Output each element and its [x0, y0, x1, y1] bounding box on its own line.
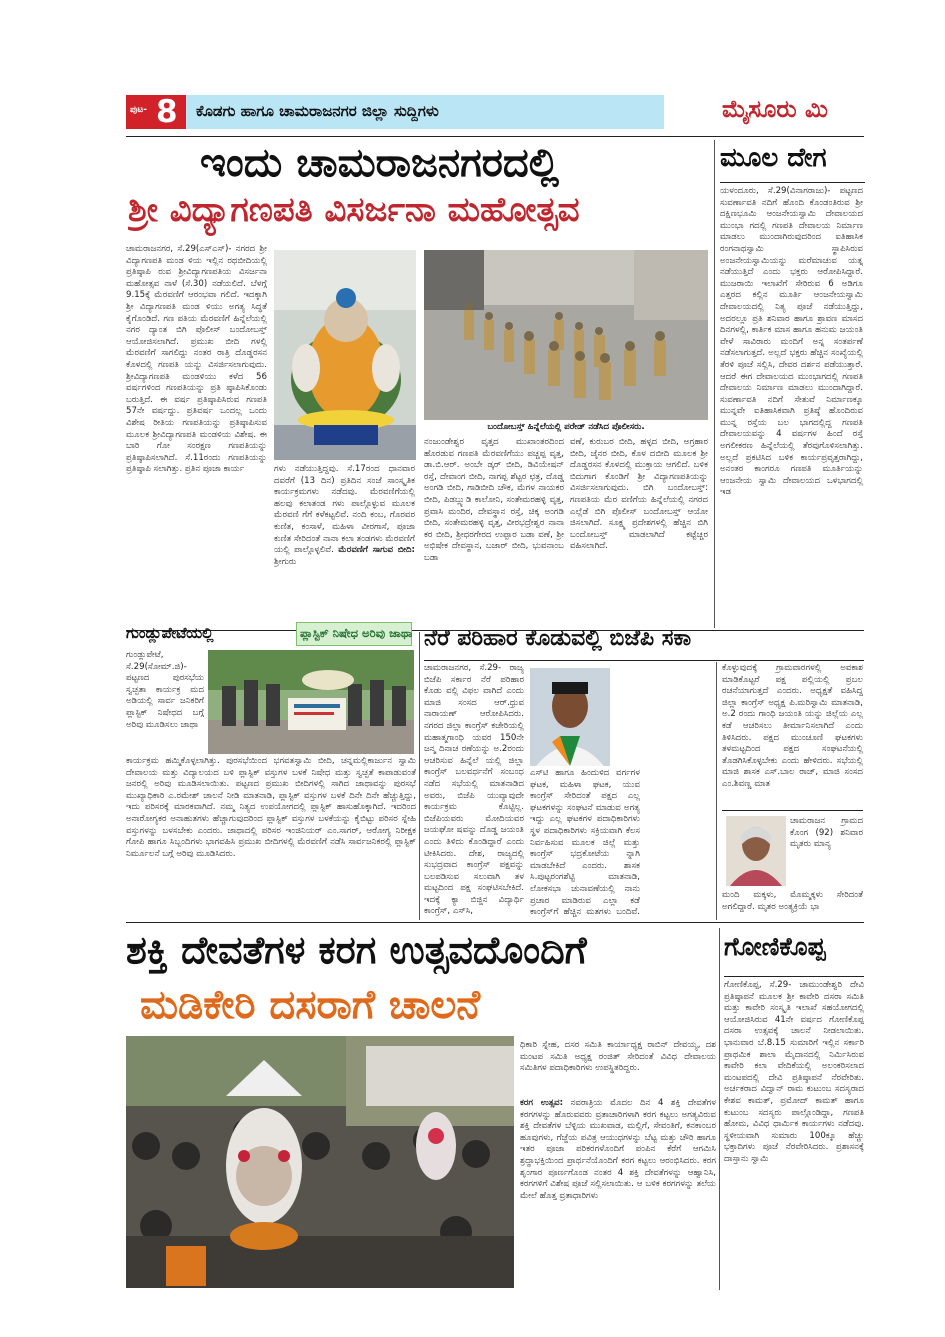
dasara-body — [520, 1098, 716, 1288]
paper-logo: ಮೈಸೂರು ಮಿ — [722, 95, 828, 123]
dasara-intro: ಧಿಕಾರಿ ಸ್ನೇಹ, ದಸರ ಸಮಿತಿ ಕಾರ್ಯಾಧ್ಯಕ್ಷ ರಾಬಿನ್ ದೇವಯ್ಯ, ದಶ ಮಂಟಪ ಸಮಿತಿ ಅಧ್ಯಕ್ಷ ರಂಜಿತ್ ಸೇರಿದಂತೆ ವಿವಿಧ ದೇವಾಲಯ ಸಮಿತಿಗಳ ಪದಾಧಿಕಾರಿಗಳು ಉಪಸ್ಥಿತರಿದ್ದರು. — [520, 1040, 716, 1074]
plastic-headline-a: ಗುಂಡ್ಲುಪೇಟೆಯಲ್ಲಿ — [126, 624, 214, 642]
obituary-text-bottom: ಮಂದಿ ಮಕ್ಕಳು, ಮೊಮ್ಮಕ್ಕಳು ಸೇರಿದಂತೆ ಅಗಲಿದ್ದಾರೆ. ಮೃತರ ಅಂತ್ಯಕ್ರಿಯೆ ಭಾ — [722, 890, 863, 912]
karaga-procession-photo — [126, 1036, 514, 1288]
gonikoppa-text: ಗೋಣಿಕೊಪ್ಪ, ಸೆ.29- ಚಾಮುಂಡೇಶ್ವರಿ ದೇವಿ ಪ್ರತಿಷ್ಠಾಪನೆ ಮೂಲಕ ಶ್ರೀ ಕಾವೇರಿ ದಸರಾ ಸಮಿತಿ ಮತ್ತು ಕಾವೇರಿ ಸಂಸ್ಕೃತಿ ಇಲಾಖೆ ಸಹಯೋಗದಲ್ಲಿ ಆಯೋಜಿಸಿರುವ 41ನೇ ವರ್ಷದ ಗೋಣಿಕೊಪ್ಪ ದಸರಾ ಉತ್ಸವಕ್ಕೆ ಚಾಲನೆ ನೀಡಲಾಯಿತು. ಭಾನುವಾರ ಬೆ.8.15 ಸುಮಾರಿಗೆ ಇಲ್ಲಿನ ಸರ್ಕಾರಿ ಪ್ರಾಥಮಿಕ ಶಾಲಾ ಮೈದಾನದಲ್ಲಿ ನಿರ್ಮಿಸಿರುವ ಕಾವೇರಿ ಕಲಾ ವೇದಿಕೆಯಲ್ಲಿ ಅಲಂಕರಿಸಲಾದ ಮಂಟಪದಲ್ಲಿ ದೇವಿ ಪ್ರತಿಷ್ಠಾಪನೆ ನೆರವೇರಿತು. ಅರ್ಚಕರಾದ ವಿದ್ವಾನ್ ರಾಮ ಕುಟುಂಬ ಸದಸ್ಯರಾದ ಕೇಶವ ಕಾಮತ್, ಪ್ರಮೋದ್ ಕಾಮತ್ ಹಾಗೂ ಕುಟುಂಬ ಸದಸ್ಯರು ಪಾಲ್ಗೊಂಡಿದ್ದಾ, ಗಣಪತಿ ಹೋಮ, ವಿವಿಧ ಧಾರ್ಮಿಕ ಕಾರ್ಯಗಳು ನಡೆದವು. ಸ್ಥಳೀಯವಾಗಿ ಸುಮಾರು 100ಕ್ಕೂ ಹೆಚ್ಚು ಭಕ್ತಾದಿಗಳು ಪೂಜೆ ನೆರವೇರಿಸಿದರು. ಪ್ರಶಾಸನಕ್ಕೆ ದಾಸ್ತಾನು ಸ್ವಾಮಿ — [724, 980, 864, 1164]
plastic-body: ಕಾರ್ಯಕ್ರಮ ಹಮ್ಮಿಕೊಳ್ಳಲಾಗಿತ್ತು. ಪುರಸಭೆಯಿಂದ ಭಗವತಸ್ವಾಮಿ ಬೀದಿ, ಚನ್ನಮಲ್ಲಿಕಾರ್ಜುನ ಸ್ವಾಮಿ ದೇವಾಲಯ ಮತ್ತು ವಿದ್ಯಾಲಯದ ಬಳಿ ಪ್ಲಾಸ್ಟಿಕ್ ವಸ್ತುಗಳ ಬಳಕೆ ನಿಷೇಧ ಮತ್ತು ಸ್ವಚ್ಛತೆ ಕಾಪಾಡುವಂತೆ ಜನರಲ್ಲಿ ಅರಿವು ಮೂಡಿಸಲಾಯಿತು. ಪಟ್ಟಣದ ಪ್ರಮುಖ ಬೀದಿಗಳಲ್ಲಿ ಸಾಗಿದ ಜಾಥಾವನ್ನು ಪುರಸಭೆ ಮುಖ್ಯಾಧಿಕಾರಿ ಎ.ರಮೇಶ್ ಚಾಲನೆ ನೀಡಿ ಮಾತನಾಡಿ, ಪ್ಲಾಸ್ಟಿಕ್ ವಸ್ತುಗಳ ಬಳಕೆ ದಿನೇ ದಿನೇ ಹೆಚ್ಚುತ್ತಿದ್ದು, ಇದು ಪರಿಸರಕ್ಕೆ ಮಾರಕವಾಗಿದೆ. ನಮ್ಮ ನಿತ್ಯದ ಉಪಯೋಗದಲ್ಲಿ ಪ್ಲಾಸ್ಟಿಕ್ ಹಾಸುಹೊಕ್ಕಾಗಿದೆ. ಇದರಿಂದ ಅನಾರೋಗ್ಯಕರ ಅನಾಹುತಗಳು ಹೆಚ್ಚಾಗುವುದರಿಂದ ಪ್ಲಾಸ್ಟಿಕ್ ವಸ್ತುಗಳ ಬಳಕೆಯನ್ನು ಕೈಬಿಟ್ಟು ಪರಿಸರ ಸ್ನೇಹಿ ವಸ್ತುಗಳನ್ನು ಬಳಸಬೇಕು ಎಂದರು. ಜಾಥಾದಲ್ಲಿ ಪರಿಸರ ಇಂಜಿನಿಯರ್ ಎಂ.ಸಾಗರ್, ಆರೋಗ್ಯ ನಿರೀಕ್ಷಕ ಗೋಪಿ ಹಾಗೂ ಸಿಬ್ಬಂದಿಗಳು ಭಾಗವಹಿಸಿ ಪ್ರಮುಖ ಬೀದಿಗಳಲ್ಲಿ ಮೆರವಣಿಗೆ ನಡೆಸಿ ಸಾರ್ವಜನಿಕರಲ್ಲಿ ಪ್ಲಾಸ್ಟಿಕ್ ನಿರ್ಮೂಲನೆ ಬಗ್ಗೆ ಅರಿವು ಮೂಡಿಸಿದರು. — [126, 756, 416, 859]
dasara-body-text: ನವರಾತ್ರಿಯ ಮೊದಲ ದಿನ 4 ಶಕ್ತಿ ದೇವತೆಗಳ ಕರಗಗಳನ್ನು ಹೊರುವವರು ವ್ರತಾಚಾರಿಗಳಾಗಿ ಕರಗ ಕಟ್ಟಲು ಅಗತ್ಯವಿರುವ ಶಕ್ತಿ ದೇವತೆಗಳ ಬೆಳ್ಳಿಯ ಮುಖವಾಡ, ಮಲ್ಲಿಗೆ, ಸೇವಂತಿಗೆ, ಕನಕಾಂಬರ ಹೂವುಗಳು, ಗೆಜ್ಜೆಯ ಪವಿತ್ರ ಆಯುಧಗಳನ್ನು ಬೆಟ್ಟ ಮತ್ತು ಚೌರಿ ಹಾಗೂ ಇತರ ಪೂಜಾ ಪರಿಕರಗಳೊಂದಿಗೆ ಪಂಪಿನ ಕೆರೆಗೆ ಆಗಮಿಸಿ ಶ್ರದ್ಧಾಭಕ್ತಿಯಿಂದ ಪ್ರಾರ್ಥನೆಯೊಂದಿಗೆ ಕರಗ ಕಟ್ಟಲು ಆರಂಭಿಸಿದರು. ಕರಗ ಶೃಂಗಾರ ಪೂರ್ಣಗೊಂಡ ನಂತರ 4 ಶಕ್ತಿ ದೇವತೆಗಳನ್ನು ಆಹ್ವಾನಿಸಿ, ಕರಗಗಳಿಗೆ ವಿಶೇಷ ಪೂಜೆ ಸಲ್ಲಿಸಲಾಯಿತು. ಆ ಬಳಿಕ ಕರಗಗಳನ್ನು ತಲೆಯ ಮೇಲೆ ಹೊತ್ತ ವ್ರತಾಧಾರಿಗಳು — [520, 1098, 716, 1201]
page-number: 8 — [156, 94, 178, 130]
dasara-headline-1: ಶಕ್ತಿ ದೇವತೆಗಳ ಕರಗ ಉತ್ಸವದೊಂದಿಗೆ — [126, 928, 587, 972]
bjp-rule — [424, 660, 864, 661]
obituary-rule — [722, 810, 863, 811]
gonikoppa-headline: ಗೋಣಿಕೊಪ್ಪ — [724, 932, 826, 961]
section-title: ಕೊಡಗು ಹಾಗೂ ಚಾಮರಾಜನಗರ ಜಿಲ್ಲಾ ಸುದ್ದಿಗಳು — [196, 102, 439, 120]
story1-col4: ವಣೆ, ಕುರುಬರ ಬೀದಿ, ಹಳ್ಳದ ಬೀದಿ, ಅಗ್ರಹಾರ ಬೀದಿ, ಜೈನರ ಬೀದಿ, ಕೊಳ ದಬೀದಿ ಮೂಲಕ ಶ್ರೀ ದೊಡ್ಡರಸನ ಕೊಳದಲ್ಲಿ ಮುಕ್ತಾಯ ಆಗಲಿದೆ. ಬಳಿಕ ಬಿದುಗಾಗ ಕೊಂಡಿಗೆ ಶ್ರೀ ವಿದ್ಯಾಗಣಪತಿಯನ್ನು ವಿಸರ್ಜಿಸಲಾಗುವುದು. ಬಿಗಿ ಬಂದೋಬಸ್ತ್: ಗಣಪತಿಯ ಮೆರ ವಣಿಗೆಯ ಹಿನ್ನೆಲೆಯಲ್ಲಿ ನಗರದ ಎಲ್ಲೆಡೆ ಬಿಗಿ ಪೊಲೀಸ್ ಬಂದೋಬಸ್ತ್ ಆಯೋ ಜಿಸಲಾಗಿದೆ. ಸೂಕ್ಷ್ಮ ಪ್ರದೇಶಗಳಲ್ಲಿ ಹೆಚ್ಚಿನ ಬಿಗಿ ಬಂದೋಬಸ್ತ್ ಮಾಡಲಾಗಿದೆ ಕಟ್ಟೆಚ್ಚರ ವಹಿಸಲಾಗಿದೆ. — [570, 437, 708, 552]
story1-col2-subhead: ಮೆರವಣಿಗೆ ಸಾಗುವ ಬೀದಿ: — [338, 545, 415, 556]
column-divider-3 — [716, 662, 717, 920]
plastic-headline-b: ಪ್ಲಾಸ್ಟಿಕ್ ನಿಷೇಧ ಅರಿವು ಜಾಥಾ — [300, 626, 412, 640]
moola-headline: ಮೂಲ ದೇಗ — [720, 143, 827, 173]
story1-col2-subtext: ಶ್ರೀಗುರು — [274, 556, 297, 567]
page-number-badge — [126, 95, 186, 129]
plastic-rally-photo — [208, 650, 414, 754]
bjp-headline: ನೆರೆ ಪರಿಹಾರ ಕೊಡುವಲ್ಲಿ ಬಿಜೆಪಿ ಸಕಾ — [424, 626, 692, 651]
story1-col2-text: ಗಳು ನಡೆಯುತ್ತಿದ್ದವು. ಸೆ.17ರಂದ ಧಾನವಾರ ದವರೆಗೆ (13 ದಿನ) ಪ್ರತಿದಿನ ಸಂಜೆ ಸಾಂಸ್ಕೃತಿಕ ಕಾರ್ಯಕ್ರಮಗಳು ನಡೆದವು. ಮೆರವಣಿಗೆಯಲ್ಲಿ ಹಲವು ಕಲಾತಂಡ ಗಳು ಪಾಲ್ಗೊಳ್ಳುವ ಮೂಲಕ ಮೆರವಣಿ ಗೆಗೆ ಕಳೆಕಟ್ಟಲಿವೆ. ನಂದಿ ಕಂಬ, ಗೊರವರ ಕುಣಿತ, ಕಂಸಾಳೆ, ಮಹಿಳಾ ವೀರಗಾಸೆ, ಪೂಜಾ ಕುಣಿತ ಸೇರಿದಂತೆ ನಾನಾ ಕಲಾ ತಂಡಗಳು ಮೆರವಣಿಗೆ ಯಲ್ಲಿ ಪಾಲ್ಗೊಳ್ಳಲಿವೆ. — [274, 464, 415, 556]
ganesha-photo — [274, 250, 416, 460]
plastic-lead: ಗುಂಡ್ಲುಪೇಟೆ, ಸೆ.29(ಸೋಮ್.ಜಿ)- ಪಟ್ಟಣದ ಪುರಸಭೆಯ ಸ್ವಚ್ಛತಾ ಕಾರ್ಯಕ್ರ ಮದ ಅಡಿಯಲ್ಲಿ ಸಾರ್ವ ಜನಿಕರಿಗೆ ಪ್ಲಾಸ್ಟಿಕ್ ನಿಷೇಧದ ಬಗ್ಗೆ ಅರಿವು ಮೂಡಿಸಲು ಜಾಥಾ — [126, 650, 204, 730]
story1-col2 — [274, 464, 415, 628]
story1-headline-2: ಶ್ರೀ ವಿದ್ಯಾಗಣಪತಿ ವಿಸರ್ಜನಾ ಮಹೋತ್ಸವ — [128, 190, 580, 230]
obituary-text-right: ಚಾಮರಾಜನ ಗ್ರಾಮದ ಕೊಂಗ (92) ಶನಿವಾರ ಮೃತರು ಮಾನ್ಯ — [790, 816, 863, 850]
story1-col1: ಚಾಮರಾಜನಗರ, ಸೆ.29(ಎಸ್‌ಎಸ್)- ನಗರದ ಶ್ರೀ ವಿದ್ಯಾಗಣಪತಿ ಮಂಡ ಳಿಯ ಇಲ್ಲಿನ ರಥಬೀದಿಯಲ್ಲಿ ಪ್ರತಿಷ್ಠಾಪಿ ರುವ ಶ್ರೀವಿದ್ಯಾಗಣಪತಿಯ ವಿಸರ್ಜನಾ ಮಹೋತ್ಸವ ನಾಳೆ (ಸೆ.30) ನಡೆಯಲಿದೆ. ಬೆಳಗ್ಗೆ 9.15ಕ್ಕೆ ಮೆರವಣಿಗೆ ಆರಂಭವಾ ಗಲಿದೆ. ಇದಕ್ಕಾಗಿ ಶ್ರೀ ವಿದ್ಯಾಗಣಪತಿ ಮಂಡ ಳಿಯು ಅಗತ್ಯ ಸಿದ್ಧತೆ ಕೈಗೊಂಡಿದೆ. ಗಣ ಪತಿಯ ಮೆರವಣಿಗೆ ಹಿನ್ನೆಲೆಯಲ್ಲಿ ನಗರ ದ್ಯಾಂತ ಬಿಗಿ ಪೊಲೀಸ್ ಬಂದೋಬಸ್ತ್ ಆಯೋಜಿಸಲಾಗಿದೆ. ಪ್ರಮುಖ ಬೀದಿ ಗಳಲ್ಲಿ ಮೆರವಣಿಗೆ ಸಾಗಲಿದ್ದು ನಂತರ ರಾತ್ರಿ ದೊಡ್ಡರಸನ ಕೊಳದಲ್ಲಿ ಗಣಪತಿ ಯನ್ನು ವಿಸರ್ಜಿಸಲಾಗುವುದು. ಶ್ರೀವಿದ್ಯಾಗಣಪತಿ ಮಂಡಳಿಯು ಕಳೆದ 56 ವರ್ಷಗಳಿಂದ ಗಣಪತಿಯನ್ನು ಪ್ರತಿ ಷ್ಠಾಪಿಸಿಕೊಂಡು ಬರುತ್ತಿದೆ. ಈ ವರ್ಷ ಪ್ರತಿಷ್ಠಾಪಿಸಿರುವ ಗಣಪತಿ 57ನೇ ವರ್ಷದ್ದು. ಪ್ರತಿವರ್ಷ ಒಂದಲ್ಲ ಒಂದು ವಿಶೇಷ ರೀತಿಯ ಗಣಪತಿಯನ್ನು ಪ್ರತಿಷ್ಠಾಪಿಸುವ ಮೂಲಕ ಶ್ರೀವಿದ್ಯಾಗಣಪತಿ ಮಂಡಳಿಯ ವಿಶೇಷ. ಈ ಬಾರಿ ಗೋ ಸಂರಕ್ಷಣ ಗಣಪತಿಯನ್ನು ಪ್ರತಿಷ್ಠಾಪಿಸಲಾಗಿದೆ. ಸೆ.11ರಂದು ಗಣಪತಿಯನ್ನು ಪ್ರತಿಷ್ಠಾಪಿ ಸಲಾಗಿತ್ತು. ಪ್ರತಿನ ಪೂಜಾ ಕಾರ್ಯ — [126, 244, 267, 475]
moola-rule — [720, 182, 865, 183]
dasara-headline-2: ಮಡಿಕೇರಿ ದಸರಾಗೆ ಚಾಲನೆ — [140, 982, 481, 1028]
bjp-col1: ಚಾಮರಾಜನಗರ, ಸೆ.29- ರಾಜ್ಯ ಬಿಜೆಪಿ ಸರ್ಕಾರ ನೆರೆ ಪರಿಹಾರ ಕೊಡು ವಲ್ಲಿ ವಿಫಲ ವಾಗಿದೆ ಎಂದು ಮಾಜಿ ಸಂಸದ ಆರ್.ಧ್ರುವ ನಾರಾಯಣ್ ಆರೋಪಿಸಿದರು. ನಗರದ ಜಿಲ್ಲಾ ಕಾಂಗ್ರೆಸ್ ಕಚೇರಿಯಲ್ಲಿ ಮಹಾತ್ಮಗಾಂಧಿ ಯವರ 150ನೇ ಜನ್ಮ ದಿನಾಚ ರಣೆಯನ್ನು ಅ.2ರಂದು ಆಚರಿಸುವ ಹಿನ್ನೆಲೆ ಯಲ್ಲಿ ಜಿಲ್ಲಾ ಕಾಂಗ್ರೆಸ್ ಬಲವರ್ಧನೆಗೆ ಸಂಬಂಧ ನಡೆದ ಸಭೆಯಲ್ಲಿ ಮಾತನಾಡಿದ ಅವರು, ಬಿಜೆಪಿ ಯುವ್ಯಾವುದೇ ಕಾರ್ಯಕ್ರಮ ಕೊಟ್ಟಿಲ್ಲ. ಬಿಜೆಪಿಯವರು ಮೋದಿಯವರ ಜಯಘೋ ಷವನ್ನು ದೊಡ್ಡ ಜಯಂತಿ ಎಂದು ತಿಳಿದು ಕೊಂಡಿದ್ದಾರೆ ಎಂದು ಟೀಕಿಸಿದರು. ದೇಶ, ರಾಜ್ಯದಲ್ಲಿ ಸುಭದ್ರವಾದ ಕಾಂಗ್ರೆಸ್ ಪಕ್ಷವನ್ನು ಬಲಪಡಿಸುವ ಸಲುವಾಗಿ ತಳ ಮಟ್ಟದಿಂದ ಪಕ್ಷ ಸಂಘಟಿಸಬೇಕಿದೆ. ಇದಕ್ಕೆ ಕ್ಯಾ ಬಿಜ್ಜಿನ ವಿದ್ಯಾರ್ಥಿ ಕಾಂಗ್ರೆಸ್, ಎಸ್‌ಸಿ, — [424, 663, 524, 917]
story1-headline-1: ಇಂದು ಚಾಮರಾಜನಗರದಲ್ಲಿ — [200, 140, 559, 186]
karaga-subhead: ಕರಗ ಉತ್ಸವ: — [520, 1098, 564, 1108]
obituary-portrait — [726, 816, 786, 886]
column-divider-2 — [419, 632, 420, 920]
column-divider-4 — [719, 928, 720, 1290]
bjp-col3: ಕೊಳ್ಳುವುದಕ್ಕೆ ಗ್ರಾಮವಾರಗಳಲ್ಲಿ ಅವಕಾಶ ಮಾಡಿಕೊಟ್ಟರೆ ಪಕ್ಷ ಪಲ್ಲಿಯಲ್ಲಿ ಪ್ರಬಲ ರಚನೆಯಾಗುತ್ತದೆ ಎಂದರು. ಅಧ್ಯಕ್ಷತೆ ವಹಿಸಿದ್ದ ಜಿಲ್ಲಾ ಕಾಂಗ್ರೆಸ್ ಅಧ್ಯಕ್ಷ ಪಿ.ಮರಿಸ್ವಾಮಿ ಮಾತನಾಡಿ, ಅ.2 ರಂದು ಗಾಂಧಿ ಜಯಂತಿ ಯನ್ನು ಜಿಲ್ಲೆಯ ಎಲ್ಲ ಕಡೆ ಆಚರಿಸಲು ತೀರ್ಮಾನಿಸಲಾಗಿದೆ ಎಂದು ತಿಳಿಸಿದರು. ಪಕ್ಷದ ಮುಂಚೂಣಿ ಘಟಕಗಳು ತಳಮಟ್ಟದಿಂದ ಪಕ್ಷದ ಸಂಘಟನೆಯಲ್ಲಿ ತೊಡಗಿಸಿಕೊಳ್ಳಬೇಕು ಎಂದು ಹೇಳಿದರು. ಸಭೆಯಲ್ಲಿ ಮಾಜಿ ಶಾಸಕ ಎಸ್.ಬಾಲ ರಾಜ್, ಮಾಜಿ ಸಂಸದ ಎಂ.ಶಿವಣ್ಣ ಮಾತ — [722, 663, 863, 789]
bjp-col2: ಎಸ್‌ಟಿ ಹಾಗೂ ಹಿಂದುಳಿದ ವರ್ಗಗಳ ಘಟಕ, ಮಹಿಳಾ ಘಟಕ, ಯುವ ಕಾಂಗ್ರೆಸ್ ಸೇರಿದಂತೆ ಪಕ್ಷದ ಎಲ್ಲ ಘಟಕಗಳನ್ನು ಸಂಘಟನೆ ಮಾಡುವ ಅಗತ್ಯ ಇದ್ದು ಎಲ್ಲ ಘಟಕಗಳ ಪದಾಧಿಕಾರಿಗಳು ಸ್ಥಳ ಪದಾಧಿಕಾರಿಗಳು ಸಕ್ರಿಯವಾಗಿ ಕೆಲಸ ನಿರ್ವಹಿಸುವ ಮೂಲಕ ಜಿಲ್ಲೆ ಮತ್ತು ಕಾಂಗ್ರೆಸ್ ಭದ್ರಕೋಟೆಯ ನ್ನಾಗಿ ಮಾಡಬೇಕಿದೆ ಎಂದರು. ಶಾಸಕ ಸಿ.ಪುಟ್ಟರಂಗಶೆಟ್ಟಿ ಮಾತನಾಡಿ, ಲೋಕಸಭಾ ಚುನಾವಣೆಯಲ್ಲಿ ನಾನು ಪ್ರಚಾರ ಮಾಡಿರುವ ಎಲ್ಲಾ ಕಡೆ ಕಾಂಗ್ರೆಸ್‌ಗೆ ಹೆಚ್ಚಿನ ಮತಗಳು ಬಂದಿವೆ. — [530, 768, 640, 918]
moola-text: ಯಳಂದೂರು, ಸೆ.29(ವಿನಾಗರಾಜು)- ಪಟ್ಟಣದ ಸುವರ್ಣಾವತಿ ನದಿಗೆ ಹೊಂದಿ ಕೊಂಡಂತಿರುವ ಶ್ರೀ ದಕ್ಷಿಣಭೂಮಿ ಆಂಜನೇಯಸ್ವಾಮಿ ದೇವಾಲಯದ ಮುಂಭಾ ಗದಲ್ಲಿ ಗಣಪತಿ ದೇವಾಲಯ ನಿರ್ಮಾಣ ಮಾಡಲು ಮುಂದಾಗಿರುವುದರಿಂದ ಐತಿಹಾಸಿಕ ರಂಗನಾಥಸ್ವಾಮಿ ಸ್ಥಾಪಿಸಿರುವ ಅಂಜನೇಯಸ್ವಾಮಿಯನ್ನು ಮರೆಮಾಚುವ ಯತ್ನ ನಡೆಯುತ್ತಿದೆ ಎಂದು ಭಕ್ತರು ಆರೋಪಿಸಿದ್ದಾರೆ. ಮುಜರಾಯಿ ಇಲಾಖೆಗೆ ಸೇರಿರುವ 6 ಅಡಿಗೂ ಎತ್ತರದ ಕಲ್ಲಿನ ಮೂರ್ತಿ ಆಂಜನೇಯಸ್ವಾಮಿ ದೇವಾಲಯದಲ್ಲಿ ನಿತ್ಯ ಪೂಜೆ ನಡೆಯುತ್ತಿದ್ದು, ಅದರಲ್ಲೂ ಪ್ರತಿ ಶನಿವಾರ ಹಾಗೂ ಶ್ರಾವಣ ಮಾಸದ ದಿನಗಳಲ್ಲಿ, ಕಾರ್ತಿಕ ಮಾಸ ಹಾಗೂ ಹನುಮ ಜಯಂತಿ ವೇಳೆ ಸಾವಿರಾರು ಮಂದಿಗೆ ಅನ್ನ ಸಂತರ್ಪಣೆ ನಡೆಸಲಾಗುತ್ತದೆ. ಅಲ್ಲದೆ ಭಕ್ತರು ಹೆಚ್ಚಿನ ಸಂಖ್ಯೆಯಲ್ಲಿ ತೆರಳಿ ಪೂಜೆ ಸಲ್ಲಿಸಿ, ದೇವರ ದರ್ಶನ ಪಡೆಯುತ್ತಾರೆ. ಆದರೆ ಈಗ ದೇವಾಲಯದ ಮುಂಭಾಗದಲ್ಲಿ ಗಣಪತಿ ದೇವಾಲಯ ನಿರ್ಮಾಣ ಮಾಡಲು ಮುಂದಾಗಿದ್ದಾರೆ. ಸುವರ್ಣಾವತಿ ನದಿಗೆ ಸೇತುವೆ ನಿರ್ಮಾಣಕ್ಕೂ ಮುನ್ನವೇ ಐತಿಹಾಸಿಕವಾಗಿ ಪ್ರತಿಷ್ಠೆ ಹೊಂದಿರುವ ಮುನ್ನ ರಸ್ತೆಯ ಬಲ ಭಾಗದಲ್ಲಿದ್ದ ಗಣಪತಿ ದೇವಾಲಯವನ್ನು 4 ವರ್ಷಗಳ ಹಿಂದೆ ರಸ್ತೆ ಅಗಲೀಕರಣ ಹಿನ್ನೆಲೆಯಲ್ಲಿ ತೆರವುಗೊಳಿಸಲಾಗಿತ್ತು. ಅಲ್ಲದೆ ಪ್ರಕಟಿಸಿದ ಬಳಿಕ ಕಾರ್ಯಪ್ರವೃತ್ತರಾಗಿದ್ದು, ಅನಂತರ ಕಾಂಗರೂ ಗಣಪತಿ ಮೂರ್ತಿಯನ್ನು ಆಂಜನೇಯ ಸ್ವಾಮಿ ದೇವಾಲಯದ ಒಳಭಾಗದಲ್ಲಿ ಇಡ — [720, 186, 863, 498]
gonikoppa-rule — [724, 976, 864, 977]
story1-col3: ನಂಜುಂಡೇಶ್ವರ ವೃತ್ತದ ಮುಖಾಂತರದಿಂದ ಹೊರಡುವ ಗಣಪತಿ ಮೆರವಣಿಗೆಯು ಪಚ್ಚಪ್ಪ ವೃತ್ತ, ಡಾ.ಬಿ.ಆರ್. ಅಂಬೇ ಡ್ಕರ್ ಬೀದಿ, ಡಿವಿಯೇಷನ್ ರಸ್ತೆ, ದೇವಾಂಗ ಬೀದಿ, ನಾಗಪ್ಪ ಶೆಟ್ಟರ ಛತ್ರ, ದೊಡ್ಡ ಅಂಗಡಿ ಬೀದಿ, ಗಾಡಿಬೀದಿ ಚೌಕ, ಮೆಗಳ ನಾಯಕರ ಬೀದಿ, ಪಿಡಬ್ಲ್ಯುಡಿ ಕಾಲೋನಿ, ಸಂತೇಮರಹಳ್ಳಿ ವೃತ್ತ, ಪ್ರವಾಸಿ ಮಂದಿರ, ದೇವಸ್ಥಾನ ರಸ್ತೆ, ಚಿಕ್ಕ ಅಂಗಡಿ ಬೀದಿ, ಸಂತೇಮರಹಳ್ಳಿ ವೃತ್ತ, ವೀರಭದ್ರೇಶ್ವರ ನಾನಾ ಕರ ಬೀದಿ, ಶ್ರೀಧರಗೇರದ ಉಪ್ಪಾರ ಬಡಾ ವಣೆ, ಶ್ರೀ ಅಭಿಷೇಕ ದೇವಸ್ಥಾನ, ಬಜಾರ್ ಬೀದಿ, ಭುವನಾಂಬ ಬಡಾ — [424, 437, 564, 563]
masthead-rule — [126, 136, 864, 137]
section-rule-2 — [126, 922, 864, 923]
page-label: ಪುಟ- — [130, 105, 147, 115]
police-parade-photo — [424, 250, 708, 420]
police-photo-caption: ಬಂದೋಬಸ್ತ್ ಹಿನ್ನೆಲೆಯಲ್ಲಿ ಪರೇಡ್ ನಡೆಸಿದ ಪೊಲೀಸರು. — [424, 420, 708, 434]
column-divider — [714, 140, 715, 628]
